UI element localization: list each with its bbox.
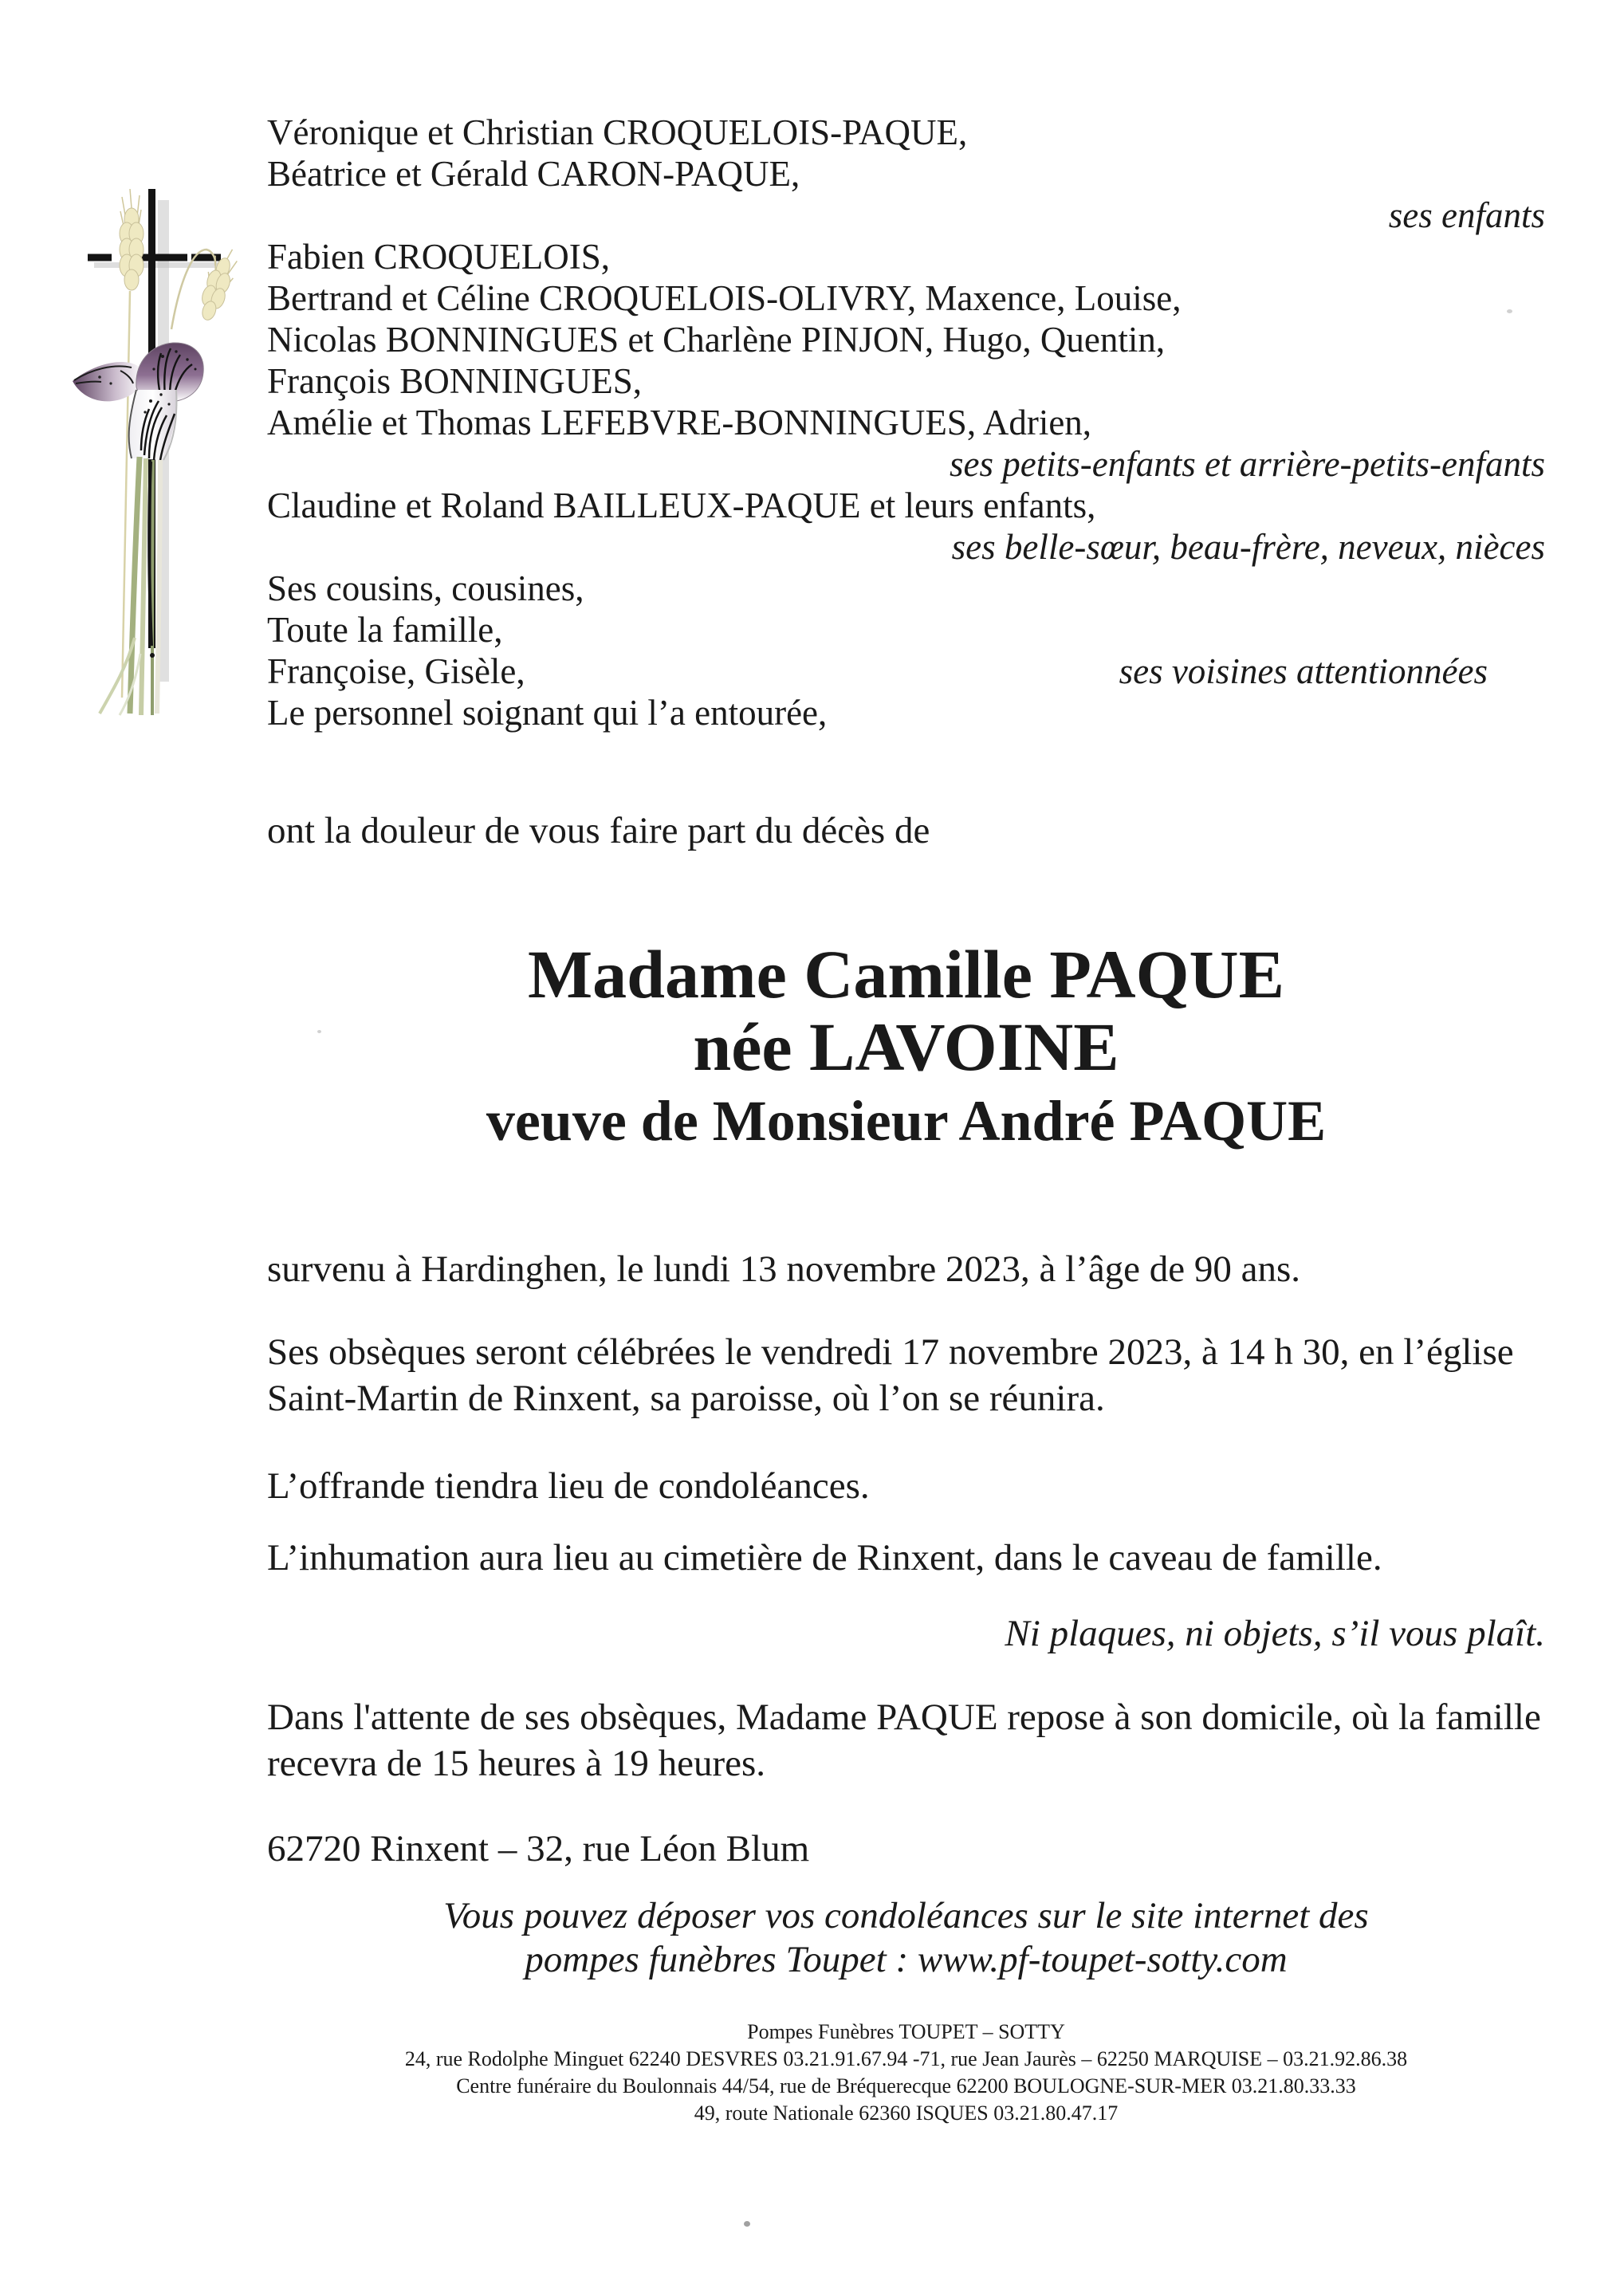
condolences-line: Vous pouvez déposer vos condoléances sur le site internet des (443, 1895, 1369, 1936)
funeral-home-address: Centre funéraire du Boulonnais 44/54, rue de Bréquerecque 62200 BOULOGNE-SUR-MER 03.21.80.33.33 (456, 2074, 1356, 2097)
offering-line: L’offrande tiendra lieu de condoléances. (267, 1465, 870, 1507)
condolences-paragraph (267, 1894, 1545, 1982)
family-line: Béatrice et Gérald CARON-PAQUE, (267, 154, 800, 194)
funeral-home-footer (267, 2019, 1545, 2127)
announcement-line: ont la douleur de vous faire part du décès de (267, 810, 930, 851)
family-name: Françoise, Gisèle, (267, 651, 525, 691)
address-paragraph (267, 1826, 1545, 1872)
family-line: Amélie et Thomas LEFEBVRE-BONNINGUES, Adrien, (267, 403, 1092, 442)
address-line: 62720 Rinxent – 32, rue Léon Blum (267, 1828, 810, 1869)
family-line: Véronique et Christian CROQUELOIS-PAQUE, (267, 112, 968, 152)
visitation-line: Dans l'attente de ses obsèques, Madame PAQUE repose à son domicile, où la famille (267, 1696, 1541, 1738)
request-paragraph (267, 1610, 1545, 1657)
family-line: Claudine et Roland BAILLEUX-PAQUE et leurs enfants, (267, 486, 1096, 525)
calla-lily-icon (73, 343, 203, 460)
funeral-home-address: 24, rue Rodolphe Minguet 62240 DESVRES 03.21.91.67.94 -71, rue Jean Jaurès – 62250 MARQUISE – 03.21.92.86.38 (404, 2047, 1408, 2070)
relation-label: ses voisines attentionnées (1119, 651, 1488, 691)
relation-label: ses petits-enfants et arrière-petits-enfants (950, 444, 1545, 484)
family-line: Toute la famille, (267, 610, 503, 650)
death-line: survenu à Hardinghen, le lundi 13 novembre 2023, à l’âge de 90 ans. (267, 1248, 1301, 1290)
family-block (267, 112, 1545, 733)
deceased-widow-line: veuve de Monsieur André PAQUE (486, 1089, 1327, 1153)
visitation-line: recevra de 15 heures à 19 heures. (267, 1743, 766, 1784)
service-line: Saint-Martin de Rinxent, sa paroisse, où l’on se réunira. (267, 1378, 1105, 1419)
stems-icon (100, 457, 160, 715)
condolences-line: pompes funèbres Toupet : www.pf-toupet-sotty.com (525, 1939, 1288, 1980)
visitation-paragraph (267, 1694, 1545, 1787)
request-line: Ni plaques, ni objets, s’il vous plaît. (1005, 1613, 1545, 1654)
deceased-maiden-name: née LAVOINE (693, 1008, 1119, 1085)
burial-paragraph (267, 1535, 1545, 1581)
relation-label: ses enfants (1388, 195, 1545, 235)
family-line: François BONNINGUES, (267, 361, 642, 401)
family-line (267, 651, 1545, 692)
relation-label: ses belle-sœur, beau-frère, neveux, nièces (951, 527, 1545, 567)
burial-line: L’inhumation aura lieu au cimetière de Rinxent, dans le caveau de famille. (267, 1537, 1382, 1578)
scan-artifact (317, 1030, 321, 1033)
deceased-name: Madame Camille PAQUE (527, 936, 1285, 1012)
cross-lily-wheat-emblem (44, 187, 275, 721)
funeral-home-address: 49, route Nationale 62360 ISQUES 03.21.80.47.17 (694, 2101, 1119, 2125)
offering-paragraph (267, 1463, 1545, 1509)
scan-artifact (744, 2221, 750, 2227)
family-line: Ses cousins, cousines, (267, 568, 584, 608)
death-paragraph (267, 1246, 1545, 1292)
family-line: Le personnel soignant qui l’a entourée, (267, 693, 828, 733)
scan-artifact (1507, 309, 1512, 313)
family-line: Bertrand et Céline CROQUELOIS-OLIVRY, Maxence, Louise, (267, 278, 1182, 318)
funeral-home-name: Pompes Funèbres TOUPET – SOTTY (747, 2020, 1065, 2043)
service-line: Ses obsèques seront célébrées le vendredi 17 novembre 2023, à 14 h 30, en l’église (267, 1331, 1514, 1373)
family-line: Nicolas BONNINGUES et Charlène PINJON, Hugo, Quentin, (267, 320, 1166, 360)
service-paragraph (267, 1329, 1545, 1421)
family-line: Fabien CROQUELOIS, (267, 237, 610, 277)
